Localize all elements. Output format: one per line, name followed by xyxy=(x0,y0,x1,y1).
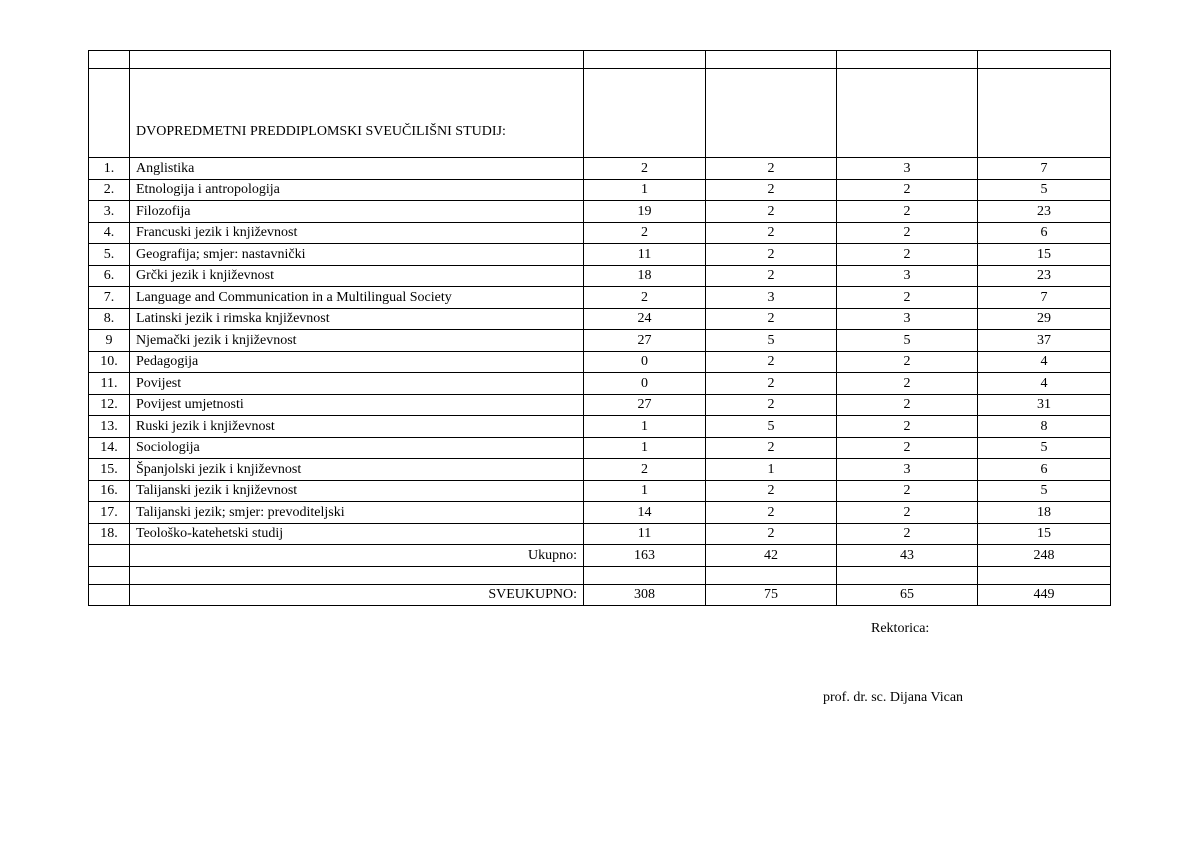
program-name: Španjolski jezik i književnost xyxy=(130,459,584,481)
row-number: 3. xyxy=(89,201,130,223)
row-number: 2. xyxy=(89,179,130,201)
row-number: 16. xyxy=(89,480,130,502)
sveukupno-col3: 65 xyxy=(837,584,978,606)
program-name: Language and Communication in a Multilingual Society xyxy=(130,287,584,309)
study-programs-table xyxy=(88,50,1111,606)
program-name: Njemački jezik i književnost xyxy=(130,330,584,352)
value-total: 31 xyxy=(978,394,1111,416)
empty-cell xyxy=(706,69,837,158)
value-total: 5 xyxy=(978,179,1111,201)
value-col2: 5 xyxy=(706,416,837,438)
row-number: 6. xyxy=(89,265,130,287)
row-number: 18. xyxy=(89,523,130,545)
value-col3: 2 xyxy=(837,179,978,201)
empty-cell xyxy=(706,51,837,69)
value-total: 15 xyxy=(978,523,1111,545)
row-number: 15. xyxy=(89,459,130,481)
table-row xyxy=(89,158,1111,180)
signature-name: prof. dr. sc. Dijana Vican xyxy=(823,690,964,705)
table-row xyxy=(89,373,1111,395)
value-total: 7 xyxy=(978,158,1111,180)
empty-cell xyxy=(89,545,130,567)
value-col3: 2 xyxy=(837,201,978,223)
table-row xyxy=(89,416,1111,438)
value-col3: 2 xyxy=(837,287,978,309)
empty-cell xyxy=(837,69,978,158)
ukupno-col3: 43 xyxy=(837,545,978,567)
program-name: Povijest umjetnosti xyxy=(130,394,584,416)
value-col1: 2 xyxy=(584,459,706,481)
sveukupno-col1: 308 xyxy=(584,584,706,606)
row-number: 11. xyxy=(89,373,130,395)
value-col3: 2 xyxy=(837,502,978,524)
value-col1: 19 xyxy=(584,201,706,223)
spacer-row xyxy=(89,566,1111,584)
value-col3: 3 xyxy=(837,308,978,330)
empty-cell xyxy=(89,51,130,69)
value-col2: 2 xyxy=(706,222,837,244)
value-col3: 5 xyxy=(837,330,978,352)
program-name: Geografija; smjer: nastavnički xyxy=(130,244,584,266)
value-total: 7 xyxy=(978,287,1111,309)
sveukupno-label: SVEUKUPNO: xyxy=(130,584,584,606)
row-number: 8. xyxy=(89,308,130,330)
row-number: 9 xyxy=(89,330,130,352)
row-number: 1. xyxy=(89,158,130,180)
table-row xyxy=(89,179,1111,201)
value-total: 8 xyxy=(978,416,1111,438)
value-col2: 2 xyxy=(706,373,837,395)
value-total: 23 xyxy=(978,201,1111,223)
value-col3: 2 xyxy=(837,416,978,438)
value-col3: 3 xyxy=(837,459,978,481)
empty-cell xyxy=(89,566,130,584)
table-row xyxy=(89,394,1111,416)
empty-cell xyxy=(89,69,130,158)
program-name: Francuski jezik i književnost xyxy=(130,222,584,244)
row-number: 13. xyxy=(89,416,130,438)
sveukupno-col2: 75 xyxy=(706,584,837,606)
empty-cell xyxy=(89,584,130,606)
value-col1: 24 xyxy=(584,308,706,330)
value-col2: 3 xyxy=(706,287,837,309)
ukupno-total: 248 xyxy=(978,545,1111,567)
value-col3: 3 xyxy=(837,265,978,287)
value-col1: 2 xyxy=(584,287,706,309)
value-total: 5 xyxy=(978,437,1111,459)
value-col2: 2 xyxy=(706,244,837,266)
value-total: 4 xyxy=(978,351,1111,373)
row-number: 10. xyxy=(89,351,130,373)
value-col2: 1 xyxy=(706,459,837,481)
value-total: 18 xyxy=(978,502,1111,524)
value-col1: 11 xyxy=(584,523,706,545)
value-col1: 2 xyxy=(584,222,706,244)
value-col3: 2 xyxy=(837,480,978,502)
ukupno-row xyxy=(89,545,1111,567)
table-row xyxy=(89,244,1111,266)
value-col1: 1 xyxy=(584,416,706,438)
ukupno-label: Ukupno: xyxy=(130,545,584,567)
value-col2: 2 xyxy=(706,265,837,287)
program-name: Filozofija xyxy=(130,201,584,223)
table-row xyxy=(89,201,1111,223)
value-total: 15 xyxy=(978,244,1111,266)
value-col1: 18 xyxy=(584,265,706,287)
table-body xyxy=(89,51,1111,545)
value-col3: 2 xyxy=(837,244,978,266)
table-row xyxy=(89,308,1111,330)
program-name: Etnologija i antropologija xyxy=(130,179,584,201)
value-col2: 2 xyxy=(706,437,837,459)
table-row xyxy=(89,480,1111,502)
value-col3: 2 xyxy=(837,373,978,395)
value-col1: 2 xyxy=(584,158,706,180)
value-total: 23 xyxy=(978,265,1111,287)
table-row xyxy=(89,222,1111,244)
table-row xyxy=(89,502,1111,524)
signature-label: Rektorica: xyxy=(871,621,930,636)
empty-cell xyxy=(837,566,978,584)
value-col2: 2 xyxy=(706,523,837,545)
value-col3: 3 xyxy=(837,158,978,180)
value-col1: 14 xyxy=(584,502,706,524)
value-col2: 2 xyxy=(706,394,837,416)
table-footer xyxy=(89,545,1111,606)
program-name: Sociologija xyxy=(130,437,584,459)
ukupno-col2: 42 xyxy=(706,545,837,567)
sveukupno-total: 449 xyxy=(978,584,1111,606)
header-empty-row xyxy=(89,51,1111,69)
ukupno-col1: 163 xyxy=(584,545,706,567)
empty-cell xyxy=(837,51,978,69)
table-row xyxy=(89,330,1111,352)
value-col1: 27 xyxy=(584,330,706,352)
value-col1: 27 xyxy=(584,394,706,416)
section-header-row xyxy=(89,69,1111,158)
program-name: Latinski jezik i rimska književnost xyxy=(130,308,584,330)
row-number: 7. xyxy=(89,287,130,309)
row-number: 5. xyxy=(89,244,130,266)
table-row xyxy=(89,523,1111,545)
sveukupno-row xyxy=(89,584,1111,606)
program-name: Talijanski jezik i književnost xyxy=(130,480,584,502)
program-name: Ruski jezik i književnost xyxy=(130,416,584,438)
value-total: 4 xyxy=(978,373,1111,395)
row-number: 17. xyxy=(89,502,130,524)
value-col1: 1 xyxy=(584,437,706,459)
empty-cell xyxy=(584,51,706,69)
section-title: DVOPREDMETNI PREDDIPLOMSKI SVEUČILIŠNI STUDIJ: xyxy=(130,69,584,158)
empty-cell xyxy=(130,51,584,69)
table-row xyxy=(89,265,1111,287)
row-number: 12. xyxy=(89,394,130,416)
row-number: 14. xyxy=(89,437,130,459)
empty-cell xyxy=(584,69,706,158)
value-total: 37 xyxy=(978,330,1111,352)
empty-cell xyxy=(584,566,706,584)
value-col1: 1 xyxy=(584,480,706,502)
empty-cell xyxy=(130,566,584,584)
row-number: 4. xyxy=(89,222,130,244)
program-name: Anglistika xyxy=(130,158,584,180)
value-col2: 2 xyxy=(706,480,837,502)
program-name: Grčki jezik i književnost xyxy=(130,265,584,287)
value-total: 6 xyxy=(978,459,1111,481)
value-col3: 2 xyxy=(837,222,978,244)
value-col2: 2 xyxy=(706,158,837,180)
value-total: 29 xyxy=(978,308,1111,330)
value-col3: 2 xyxy=(837,523,978,545)
program-name: Teološko-katehetski studij xyxy=(130,523,584,545)
value-col3: 2 xyxy=(837,437,978,459)
value-col1: 0 xyxy=(584,351,706,373)
value-col2: 2 xyxy=(706,351,837,373)
program-name: Pedagogija xyxy=(130,351,584,373)
table-row xyxy=(89,351,1111,373)
value-col1: 0 xyxy=(584,373,706,395)
program-name: Povijest xyxy=(130,373,584,395)
empty-cell xyxy=(978,51,1111,69)
table-row xyxy=(89,459,1111,481)
value-col2: 5 xyxy=(706,330,837,352)
value-col3: 2 xyxy=(837,394,978,416)
value-col3: 2 xyxy=(837,351,978,373)
value-col2: 2 xyxy=(706,201,837,223)
empty-cell xyxy=(978,566,1111,584)
value-total: 5 xyxy=(978,480,1111,502)
program-name: Talijanski jezik; smjer: prevoditeljski xyxy=(130,502,584,524)
value-col1: 11 xyxy=(584,244,706,266)
value-total: 6 xyxy=(978,222,1111,244)
value-col2: 2 xyxy=(706,502,837,524)
value-col2: 2 xyxy=(706,308,837,330)
empty-cell xyxy=(706,566,837,584)
table-row xyxy=(89,437,1111,459)
value-col1: 1 xyxy=(584,179,706,201)
empty-cell xyxy=(978,69,1111,158)
table-row xyxy=(89,287,1111,309)
value-col2: 2 xyxy=(706,179,837,201)
